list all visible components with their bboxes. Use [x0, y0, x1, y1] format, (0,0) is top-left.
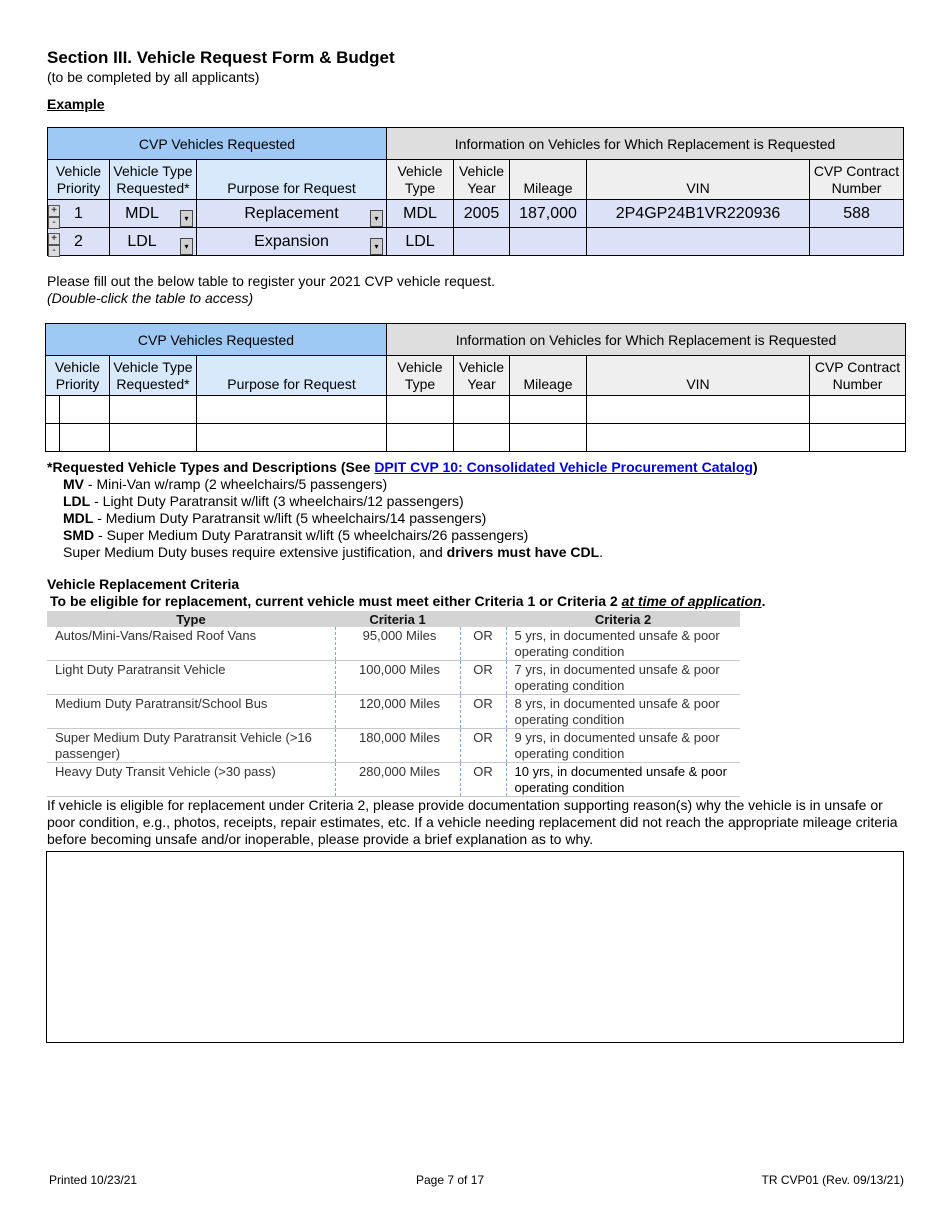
purpose-select[interactable]: Expansion ▾	[197, 228, 387, 256]
chevron-down-icon[interactable]: ▾	[180, 210, 193, 227]
col-header-type-requested: Vehicle Type Requested*	[110, 160, 197, 200]
vin-input[interactable]	[587, 424, 810, 452]
priority-cell: + - 2	[48, 228, 110, 256]
criteria-1: 120,000 Miles	[335, 695, 460, 729]
criteria-table	[47, 611, 740, 797]
col-header-vehicle-year: Vehicle Year	[454, 160, 510, 200]
col-header-mileage: Mileage	[510, 356, 587, 396]
col-header-vin: VIN	[587, 356, 810, 396]
table-row	[47, 763, 740, 797]
criteria-subtitle: To be eligible for replacement, current vehicle must meet either Criteria 1 or Criteria 2 at time of application.	[50, 593, 766, 609]
mileage-input[interactable]	[510, 396, 587, 424]
vehicle-type-cell: MDL	[387, 200, 454, 228]
col-header-contract: CVP Contract Number	[810, 160, 904, 200]
priority-input[interactable]	[60, 424, 110, 452]
vehicle-year-input[interactable]	[454, 396, 510, 424]
mileage-cell	[510, 228, 587, 256]
criteria-header-type: Type	[47, 611, 335, 627]
type-requested-select[interactable]: LDL ▾	[110, 228, 197, 256]
type-requested-input[interactable]	[110, 424, 197, 452]
vehicle-year-cell	[454, 228, 510, 256]
vin-cell	[587, 228, 810, 256]
fill-hint: (Double-click the table to access)	[47, 290, 254, 306]
vehicle-year-input[interactable]	[454, 424, 510, 452]
row-spinner[interactable]	[48, 204, 60, 228]
vehicle-type-cell: LDL	[387, 228, 454, 256]
explanation-textbox[interactable]	[46, 851, 904, 1043]
minus-icon[interactable]: -	[48, 217, 60, 229]
footer-page: Page 7 of 17	[416, 1173, 485, 1187]
minus-icon[interactable]: -	[48, 245, 60, 257]
cdl-note: Super Medium Duty buses require extensive justification, and drivers must have CDL.	[63, 544, 604, 560]
row-handle[interactable]	[46, 396, 60, 424]
table-row	[48, 200, 904, 228]
criteria-2: 7 yrs, in documented unsafe & poor operating condition	[506, 661, 740, 695]
type-requested-input[interactable]	[110, 396, 197, 424]
vin-input[interactable]	[587, 396, 810, 424]
contract-cell	[810, 228, 904, 256]
chevron-down-icon[interactable]: ▾	[370, 238, 383, 255]
criteria-type: Heavy Duty Transit Vehicle (>30 pass)	[47, 763, 335, 797]
type-requested-select[interactable]: MDL ▾	[110, 200, 197, 228]
table-row	[47, 695, 740, 729]
col-header-priority: Vehicle Priority	[46, 356, 110, 396]
table-row	[48, 228, 904, 256]
example-label: Example	[47, 96, 105, 112]
vehicle-types-note: *Requested Vehicle Types and Descriptions (See DPIT CVP 10: Consolidated Vehicle Procurement Catalog)	[47, 459, 758, 475]
fill-instruction: Please fill out the below table to register your 2021 CVP vehicle request.	[47, 273, 495, 289]
criteria-or: OR	[460, 729, 506, 763]
criteria-2: 8 yrs, in documented unsafe & poor operating condition	[506, 695, 740, 729]
criteria-or: OR	[460, 695, 506, 729]
criteria-or: OR	[460, 627, 506, 661]
criteria-header-c2: Criteria 2	[506, 611, 740, 627]
mileage-cell: 187,000	[510, 200, 587, 228]
criteria-1: 280,000 Miles	[335, 763, 460, 797]
col-header-purpose: Purpose for Request	[197, 160, 387, 200]
vin-cell: 2P4GP24B1VR220936	[587, 200, 810, 228]
col-header-mileage: Mileage	[510, 160, 587, 200]
contract-cell: 588	[810, 200, 904, 228]
vehicle-type-input[interactable]	[387, 396, 454, 424]
priority-input[interactable]	[60, 396, 110, 424]
col-header-vehicle-type: Vehicle Type	[387, 160, 454, 200]
col-header-type-requested: Vehicle Type Requested*	[110, 356, 197, 396]
criteria-or: OR	[460, 661, 506, 695]
chevron-down-icon[interactable]: ▾	[180, 238, 193, 255]
list-item: LDL - Light Duty Paratransit w/lift (3 wheelchairs/12 passengers)	[63, 493, 464, 509]
request-table[interactable]	[45, 323, 906, 452]
criteria-1: 95,000 Miles	[335, 627, 460, 661]
list-item: MV - Mini-Van w/ramp (2 wheelchairs/5 passengers)	[63, 476, 388, 492]
explanation-text: If vehicle is eligible for replacement under Criteria 2, please provide documentation supporting reason(s) why the vehicle is in unsafe or poor condition, e.g., photos, receipts, repair estimates, etc. If a vehicle needing replacement did not reach the appropriate mileage criteria before becoming unsafe and/or inoperable, please provide a brief explanation as to why.	[47, 797, 898, 847]
table-row[interactable]	[46, 396, 906, 424]
example-table	[47, 127, 904, 256]
purpose-select[interactable]: Replacement ▾	[197, 200, 387, 228]
col-header-contract: CVP Contract Number	[810, 356, 906, 396]
criteria-2: 5 yrs, in documented unsafe & poor operating condition	[506, 627, 740, 661]
col-header-vin: VIN	[587, 160, 810, 200]
catalog-link[interactable]: DPIT CVP 10: Consolidated Vehicle Procurement Catalog	[374, 459, 753, 475]
footer-form-id: TR CVP01 (Rev. 09/13/21)	[761, 1173, 904, 1187]
list-item: MDL - Medium Duty Paratransit w/lift (5 wheelchairs/14 passengers)	[63, 510, 487, 526]
mileage-input[interactable]	[510, 424, 587, 452]
contract-input[interactable]	[810, 424, 906, 452]
table-row	[47, 729, 740, 763]
plus-icon[interactable]: +	[48, 205, 60, 217]
col-header-vehicle-year: Vehicle Year	[454, 356, 510, 396]
table-row	[47, 627, 740, 661]
table-row	[47, 661, 740, 695]
chevron-down-icon[interactable]: ▾	[370, 210, 383, 227]
group-header-info: Information on Vehicles for Which Replacement is Requested	[387, 324, 906, 356]
group-header-requested: CVP Vehicles Requested	[46, 324, 387, 356]
plus-icon[interactable]: +	[48, 233, 60, 245]
col-header-purpose: Purpose for Request	[197, 356, 387, 396]
criteria-2: 9 yrs, in documented unsafe & poor operating condition	[506, 729, 740, 763]
criteria-header-or	[460, 611, 506, 627]
criteria-type: Light Duty Paratransit Vehicle	[47, 661, 335, 695]
criteria-or: OR	[460, 763, 506, 797]
criteria-title: Vehicle Replacement Criteria	[47, 576, 240, 592]
col-header-vehicle-type: Vehicle Type	[387, 356, 454, 396]
table-row[interactable]	[46, 424, 906, 452]
contract-input[interactable]	[810, 396, 906, 424]
col-header-priority: Vehicle Priority	[48, 160, 110, 200]
group-header-requested: CVP Vehicles Requested	[48, 128, 387, 160]
section-subtitle: (to be completed by all applicants)	[47, 69, 260, 85]
priority-cell: + - 1	[48, 200, 110, 228]
row-spinner[interactable]	[48, 232, 60, 256]
vehicle-type-input[interactable]	[387, 424, 454, 452]
footer-printed: Printed 10/23/21	[49, 1173, 138, 1187]
vehicle-year-cell: 2005	[454, 200, 510, 228]
criteria-type: Medium Duty Paratransit/School Bus	[47, 695, 335, 729]
purpose-input[interactable]	[197, 424, 387, 452]
criteria-header-c1: Criteria 1	[335, 611, 460, 627]
purpose-input[interactable]	[197, 396, 387, 424]
criteria-type: Super Medium Duty Paratransit Vehicle (>16 passenger)	[47, 729, 335, 763]
criteria-1: 100,000 Miles	[335, 661, 460, 695]
vehicle-types-list	[63, 476, 603, 561]
criteria-1: 180,000 Miles	[335, 729, 460, 763]
section-title: Section III. Vehicle Request Form & Budget	[47, 48, 395, 67]
criteria-type: Autos/Mini-Vans/Raised Roof Vans	[47, 627, 335, 661]
criteria-2: 10 yrs, in documented unsafe & poor operating condition	[506, 763, 740, 797]
row-handle[interactable]	[46, 424, 60, 452]
list-item: SMD - Super Medium Duty Paratransit w/lift (5 wheelchairs/26 passengers)	[63, 527, 529, 543]
group-header-info: Information on Vehicles for Which Replacement is Requested	[387, 128, 904, 160]
